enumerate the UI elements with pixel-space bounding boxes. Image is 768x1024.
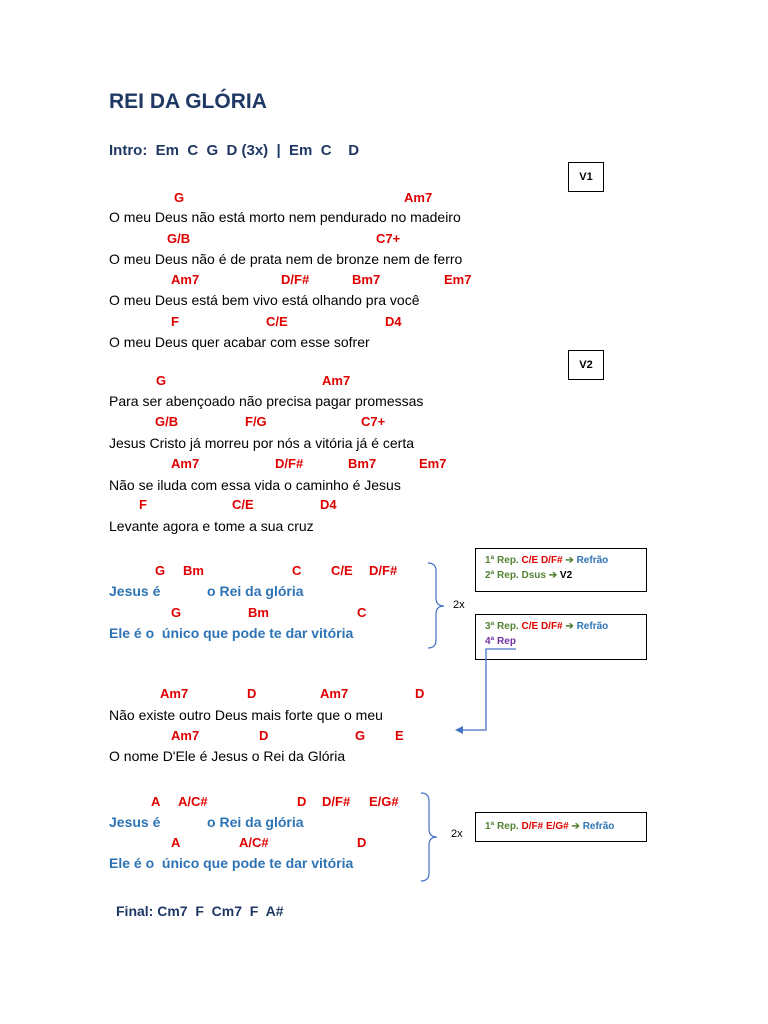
chord: D4	[320, 497, 337, 512]
note-target: Refrão	[576, 555, 609, 566]
chord: Bm7	[352, 272, 381, 287]
chord: E	[395, 728, 404, 743]
note-chords: C/E D/F#	[521, 621, 566, 632]
chord: C/E	[266, 314, 288, 329]
chord: G	[355, 728, 366, 743]
chorus-line: Jesus é o Rei da glória	[109, 583, 304, 599]
chord: Bm	[248, 605, 269, 620]
final-line: Final: Cm7 F Cm7 F A#	[116, 903, 284, 919]
chord: G/B	[167, 231, 191, 246]
chord: F	[171, 314, 179, 329]
chord: Am7	[171, 272, 200, 287]
chord: G	[155, 563, 166, 578]
chord: Em7	[419, 456, 447, 471]
chord: A	[151, 794, 161, 809]
note-text: 1ª Rep.	[485, 555, 522, 566]
chord: D	[247, 686, 257, 701]
chord: D	[415, 686, 425, 701]
arrow-icon: ➔	[571, 821, 583, 832]
chord: C	[292, 563, 302, 578]
chorus-line: Ele é o único que pode te dar vitória	[109, 855, 354, 871]
arrow-icon: ➔	[565, 555, 577, 566]
arrow-to-bridge	[460, 649, 516, 730]
arrowhead-icon	[455, 726, 463, 734]
chord: Am7	[322, 373, 351, 388]
chord: D/F#	[275, 456, 304, 471]
chord: D	[259, 728, 269, 743]
note-text: 2ª Rep. Dsus	[485, 570, 549, 581]
chord: Am7	[404, 190, 433, 205]
chord: F/G	[245, 414, 267, 429]
chord: G	[174, 190, 185, 205]
chord: Am7	[320, 686, 349, 701]
intro-line: Intro: Em C G D (3x) | Em C D	[109, 142, 360, 159]
chord: Am7	[171, 728, 200, 743]
chord: D/F#	[369, 563, 398, 578]
chord: D	[297, 794, 307, 809]
chord: Bm	[183, 563, 204, 578]
chord: Em7	[444, 272, 472, 287]
repeat-count: 2x	[451, 828, 463, 840]
verse1-tag: V1	[568, 162, 604, 192]
note-chords: C/E D/F#	[521, 555, 566, 566]
chord: D/F#	[322, 794, 351, 809]
chord: D/F#	[281, 272, 310, 287]
chord: C/E	[232, 497, 254, 512]
chord: C	[357, 605, 367, 620]
note-text: 1ª Rep.	[485, 821, 522, 832]
chorus-line: Jesus é o Rei da glória	[109, 814, 304, 830]
note-target: Refrão	[576, 621, 609, 632]
chord: E/G#	[369, 794, 399, 809]
chord: D	[357, 835, 367, 850]
chord: C7+	[376, 231, 401, 246]
note-text: 3ª Rep.	[485, 621, 522, 632]
chord: F	[139, 497, 147, 512]
lyric-line: O meu Deus quer acabar com esse sofrer	[109, 334, 370, 350]
chord: A	[171, 835, 181, 850]
arrow-icon: ➔	[548, 570, 560, 581]
chord: G	[171, 605, 182, 620]
note-target: V2	[559, 570, 573, 581]
lyric-line: O meu Deus está bem vivo está olhando pra você	[109, 292, 420, 308]
note-chords: D/F# E/G#	[521, 821, 572, 832]
repeat-count: 2x	[453, 599, 465, 611]
arrow-icon: ➔	[565, 621, 577, 632]
chorus-line: Ele é o único que pode te dar vitória	[109, 625, 354, 641]
lyric-line: O meu Deus não está morto nem pendurado no madeiro	[109, 209, 461, 225]
chord: A/C#	[178, 794, 208, 809]
lyric-line: Para ser abençoado não precisa pagar promessas	[109, 393, 424, 409]
lyric-line: Não existe outro Deus mais forte que o meu	[109, 707, 383, 723]
verse2-tag: V2	[568, 350, 604, 380]
note-text: 4ª Rep	[485, 636, 516, 647]
chord: Am7	[171, 456, 200, 471]
chord: A/C#	[239, 835, 269, 850]
brace-chorus2	[421, 793, 437, 881]
lyric-line: O nome D'Ele é Jesus o Rei da Glória	[109, 748, 346, 764]
note-target: Refrão	[582, 821, 615, 832]
chord: G/B	[155, 414, 179, 429]
chord: C/E	[331, 563, 353, 578]
lyric-line: Não se iluda com essa vida o caminho é Jesus	[109, 477, 401, 493]
song-title: REI DA GLÓRIA	[109, 90, 267, 113]
lyric-line: Levante agora e tome a sua cruz	[109, 518, 314, 534]
brace-chorus1	[428, 563, 444, 648]
chord: G	[156, 373, 167, 388]
chord: Bm7	[348, 456, 377, 471]
chord: D4	[385, 314, 402, 329]
chord: C7+	[361, 414, 386, 429]
lyric-line: O meu Deus não é de prata nem de bronze nem de ferro	[109, 251, 463, 267]
lyric-line: Jesus Cristo já morreu por nós a vitória já é certa	[109, 435, 415, 451]
chord: Am7	[160, 686, 189, 701]
